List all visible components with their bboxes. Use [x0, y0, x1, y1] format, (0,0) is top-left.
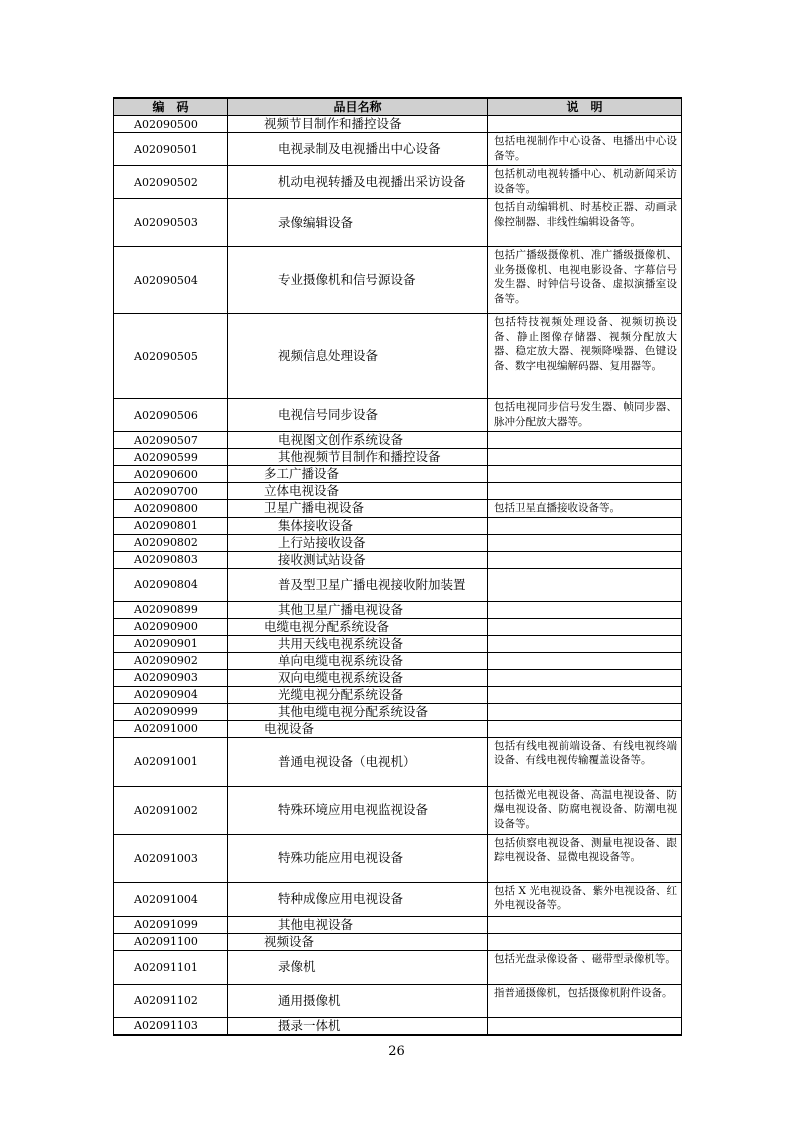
item-name: 电视图文创作系统设备 [228, 432, 488, 449]
item-note [488, 652, 682, 669]
item-name: 其他视频节目制作和播控设备 [228, 449, 488, 466]
table-row [114, 466, 682, 483]
item-note [488, 669, 682, 686]
item-code: A02090506 [114, 399, 228, 432]
item-note: 包括卫星直播接收设备等。 [488, 500, 682, 518]
table-row [114, 882, 682, 916]
table-row [114, 247, 682, 314]
item-name: 普通电视设备（电视机） [228, 737, 488, 786]
item-note [488, 720, 682, 737]
table-row [114, 916, 682, 933]
table-row [114, 635, 682, 652]
item-name: 电视录制及电视播出中心设备 [228, 133, 488, 166]
item-code: A02091002 [114, 786, 228, 834]
table-row [114, 703, 682, 720]
item-code: A02091003 [114, 834, 228, 882]
item-code: A02090900 [114, 618, 228, 635]
item-name: 集体接收设备 [228, 517, 488, 534]
item-code: A02090501 [114, 133, 228, 166]
item-name: 机动电视转播及电视播出采访设备 [228, 166, 488, 199]
item-code: A02090999 [114, 703, 228, 720]
table-row [114, 166, 682, 199]
item-name: 特殊环境应用电视监视设备 [228, 786, 488, 834]
item-note [488, 116, 682, 133]
page-number: 26 [388, 1044, 405, 1059]
item-name: 视频设备 [228, 933, 488, 950]
table-row [114, 399, 682, 432]
table-row [114, 314, 682, 399]
item-name: 卫星广播电视设备 [228, 500, 488, 518]
item-note [488, 703, 682, 720]
item-code: A02090600 [114, 466, 228, 483]
table-body [114, 116, 682, 1035]
table-row [114, 517, 682, 534]
table-row [114, 116, 682, 133]
item-name: 摄录一体机 [228, 1017, 488, 1035]
item-note [488, 635, 682, 652]
item-name: 视频信息处理设备 [228, 314, 488, 399]
table-row [114, 449, 682, 466]
item-note [488, 534, 682, 551]
item-code: A02091004 [114, 882, 228, 916]
item-name: 通用摄像机 [228, 984, 488, 1017]
item-name: 电视设备 [228, 720, 488, 737]
item-code: A02090505 [114, 314, 228, 399]
item-name: 接收测试站设备 [228, 551, 488, 568]
item-name: 其他卫星广播电视设备 [228, 601, 488, 618]
item-name: 其他电视设备 [228, 916, 488, 933]
item-code: A02091099 [114, 916, 228, 933]
table-row [114, 984, 682, 1017]
item-note [488, 601, 682, 618]
item-note: 包括电视同步信号发生器、帧同步器、脉冲分配放大器等。 [488, 399, 682, 432]
item-note: 包括广播级摄像机、准广播级摄像机、业务摄像机、电视电影设备、字幕信号发生器、时钟信号设备、虚拟演播室设备等。 [488, 247, 682, 314]
table-row [114, 652, 682, 669]
item-code: A02090902 [114, 652, 228, 669]
table-row [114, 483, 682, 500]
item-code: A02090500 [114, 116, 228, 133]
item-code: A02090903 [114, 669, 228, 686]
item-note [488, 551, 682, 568]
item-code: A02090899 [114, 601, 228, 618]
table-row [114, 834, 682, 882]
table-row [114, 669, 682, 686]
table-row [114, 933, 682, 950]
item-name: 电视信号同步设备 [228, 399, 488, 432]
table-header-row [114, 98, 682, 116]
item-name: 多工广播设备 [228, 466, 488, 483]
item-name: 其他电缆电视分配系统设备 [228, 703, 488, 720]
item-code: A02090802 [114, 534, 228, 551]
item-note: 包括微光电视设备、高温电视设备、防爆电视设备、防腐电视设备、防潮电视设备等。 [488, 786, 682, 834]
item-code: A02090504 [114, 247, 228, 314]
item-code: A02090503 [114, 199, 228, 247]
item-name: 立体电视设备 [228, 483, 488, 500]
item-name: 电缆电视分配系统设备 [228, 618, 488, 635]
item-name: 共用天线电视系统设备 [228, 635, 488, 652]
table-row [114, 133, 682, 166]
item-note [488, 933, 682, 950]
item-note [488, 432, 682, 449]
table-row [114, 500, 682, 518]
table-row [114, 686, 682, 703]
item-name: 双向电缆电视系统设备 [228, 669, 488, 686]
item-note: 包括光盘录像设备 、磁带型录像机等。 [488, 950, 682, 984]
item-code: A02091102 [114, 984, 228, 1017]
catalog-table [113, 97, 682, 1036]
item-name: 特殊功能应用电视设备 [228, 834, 488, 882]
item-code: A02090507 [114, 432, 228, 449]
item-code: A02091101 [114, 950, 228, 984]
item-note [488, 568, 682, 601]
item-code: A02090599 [114, 449, 228, 466]
table-row [114, 534, 682, 551]
table-row [114, 199, 682, 247]
item-code: A02091100 [114, 933, 228, 950]
header-note: 说 明 [488, 98, 682, 116]
item-note: 包括侦察电视设备、测量电视设备、跟踪电视设备、显微电视设备等。 [488, 834, 682, 882]
item-name: 上行站接收设备 [228, 534, 488, 551]
item-note: 包括电视制作中心设备、电播出中心设备等。 [488, 133, 682, 166]
item-name: 单向电缆电视系统设备 [228, 652, 488, 669]
item-note [488, 618, 682, 635]
item-note [488, 686, 682, 703]
item-note [488, 916, 682, 933]
item-code: A02090800 [114, 500, 228, 518]
item-note: 包括特技视频处理设备、视频切换设备、静止图像存储器、视频分配放大器、稳定放大器、视频降噪器、色键设备、数字电视编解码器、复用器等。 [488, 314, 682, 399]
item-code: A02090901 [114, 635, 228, 652]
item-code: A02090801 [114, 517, 228, 534]
item-code: A02091001 [114, 737, 228, 786]
table-row [114, 618, 682, 635]
item-name: 专业摄像机和信号源设备 [228, 247, 488, 314]
table-row [114, 568, 682, 601]
item-name: 录像机 [228, 950, 488, 984]
item-note: 包括 X 光电视设备、紫外电视设备、红外电视设备等。 [488, 882, 682, 916]
item-note: 包括有线电视前端设备、有线电视终端设备、有线电视传输覆盖设备等。 [488, 737, 682, 786]
item-note: 包括机动电视转播中心、机动新闻采访设备等。 [488, 166, 682, 199]
table-row [114, 601, 682, 618]
item-note: 包括自动编辑机、时基校正器、动画录像控制器、非线性编辑设备等。 [488, 199, 682, 247]
item-note [488, 483, 682, 500]
item-name: 特种成像应用电视设备 [228, 882, 488, 916]
table-row [114, 1017, 682, 1035]
item-code: A02090502 [114, 166, 228, 199]
header-code: 编 码 [114, 98, 228, 116]
item-note [488, 517, 682, 534]
item-code: A02090804 [114, 568, 228, 601]
item-code: A02090904 [114, 686, 228, 703]
item-note: 指普通摄像机，包括摄像机附件设备。 [488, 984, 682, 1017]
table-row [114, 551, 682, 568]
table-row [114, 432, 682, 449]
table-row [114, 786, 682, 834]
table-row [114, 720, 682, 737]
header-name: 品目名称 [228, 98, 488, 116]
item-note [488, 1017, 682, 1035]
item-name: 录像编辑设备 [228, 199, 488, 247]
table-row [114, 950, 682, 984]
item-code: A02091000 [114, 720, 228, 737]
item-note [488, 466, 682, 483]
item-code: A02090803 [114, 551, 228, 568]
item-code: A02090700 [114, 483, 228, 500]
catalog-table-container [113, 97, 681, 1036]
item-name: 视频节目制作和播控设备 [228, 116, 488, 133]
item-code: A02091103 [114, 1017, 228, 1035]
item-note [488, 449, 682, 466]
table-row [114, 737, 682, 786]
item-name: 普及型卫星广播电视接收附加装置 [228, 568, 488, 601]
item-name: 光缆电视分配系统设备 [228, 686, 488, 703]
